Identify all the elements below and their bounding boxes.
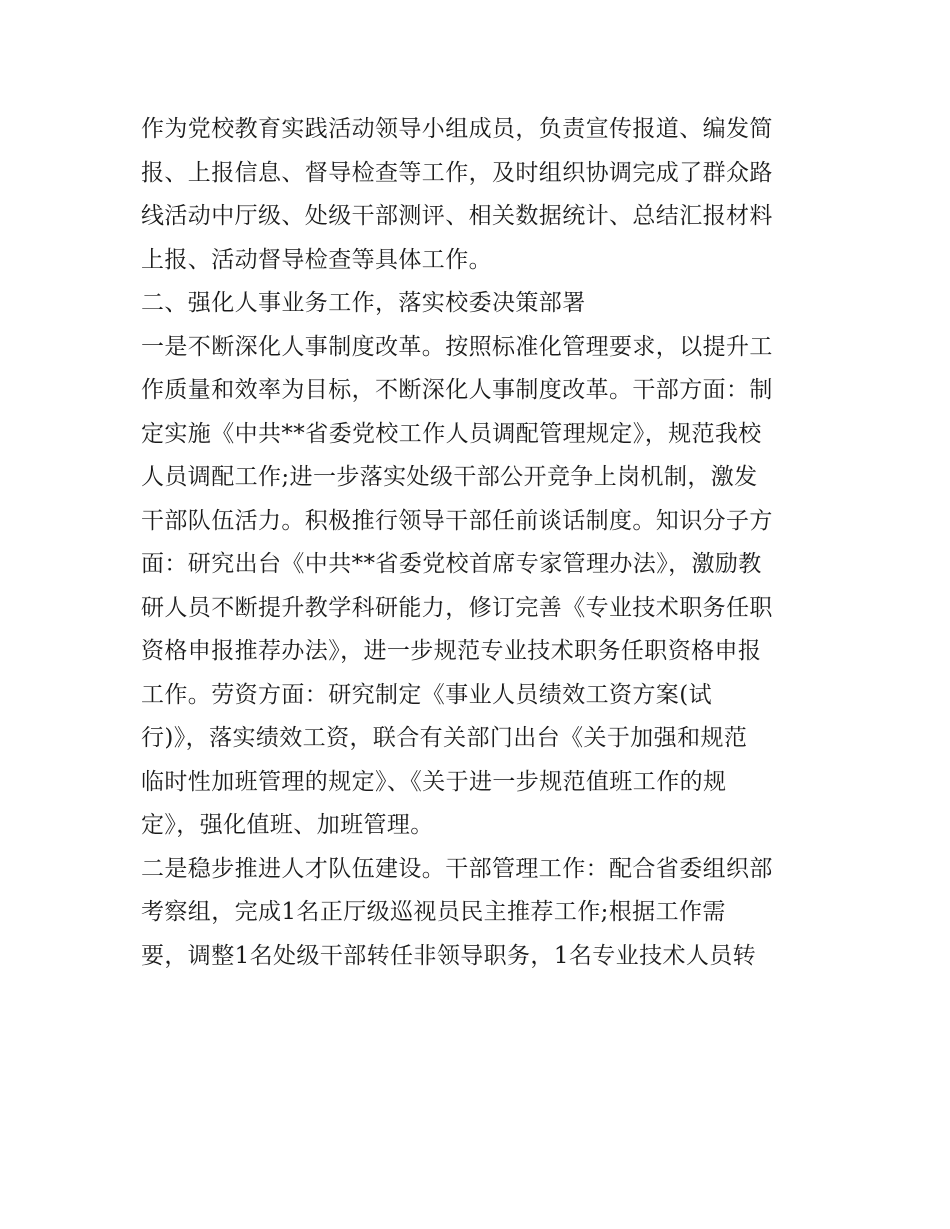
text-line-9: 人员调配工作;进一步落实处级干部公开竞争上岗机制，激发 (141, 464, 758, 490)
text-line-11: 面：研究出台《中共**省委党校首席专家管理办法》，激励教 (141, 551, 762, 577)
text-line-8: 定实施《中共**省委党校工作人员调配管理规定》，规范我校 (141, 420, 762, 447)
text-line-1: 作为党校教育实践活动领导小组成员，负责宣传报道、编发简 (141, 116, 773, 142)
text-line-20: 要，调整1名处级干部转任非领导职务，1名专业技术人员转 (141, 942, 757, 969)
text-line-18: 二是稳步推进人才队伍建设。干部管理工作：配合省委组织部 (141, 855, 773, 882)
text-line-14: 工作。劳资方面：研究制定《事业人员绩效工资方案(试 (141, 681, 712, 708)
text-line-13: 资格申报推荐办法》，进一步规范专业技术职务任职资格申报 (141, 638, 762, 664)
text-line-10: 干部队伍活力。积极推行领导干部任前谈话制度。知识分子方 (141, 507, 773, 534)
text-line-6: 一是不断深化人事制度改革。按照标准化管理要求，以提升工 (141, 333, 773, 360)
text-line-3: 线活动中厅级、处级干部测评、相关数据统计、总结汇报材料 (141, 203, 773, 229)
text-line-7: 作质量和效率为目标，不断深化人事制度改革。干部方面：制 (141, 377, 773, 403)
text-line-16: 临时性加班管理的规定》、《关于进一步规范值班工作的规 (141, 768, 727, 795)
text-line-17: 定》，强化值班、加班管理。 (141, 812, 434, 838)
text-line-4: 上报、活动督导检查等具体工作。 (141, 246, 492, 273)
section-heading: 二、强化人事业务工作，落实校委决策部署 (141, 290, 586, 316)
text-line-12: 研人员不断提升教学科研能力，修订完善《专业技术职务任职 (141, 594, 773, 621)
text-line-2: 报、上报信息、督导检查等工作，及时组织协调完成了群众路 (141, 159, 773, 186)
body-text (141, 108, 821, 978)
text-line-19: 考察组，完成1名正厅级巡视员民主推荐工作;根据工作需 (141, 899, 726, 925)
text-line-15: 行)》，落实绩效工资，联合有关部门出台《关于加强和规范 (141, 725, 748, 751)
